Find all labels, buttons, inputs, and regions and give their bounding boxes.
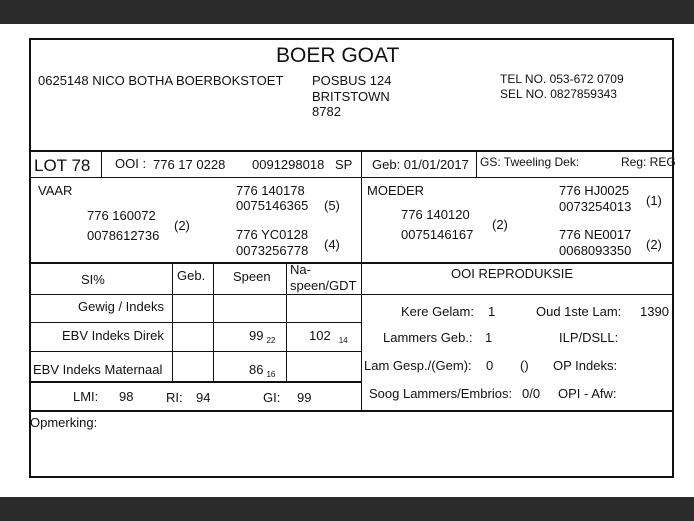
vaar-sire-mark: (5) [324,198,340,213]
gewig-indeks-label: Gewig / Indeks [78,299,164,314]
lam-gesp-gem: () [520,358,529,373]
moeder-dam-mark: (2) [646,237,662,252]
lmi-label: LMI: [73,389,99,404]
lam-gesp-value: 0 [486,358,494,373]
gi-value: 99 [297,390,312,405]
ebv-maternaal-speen: 86 $_{16}$ [249,362,276,379]
vline-speen-col [213,263,214,381]
lammers-geb-value: 1 [485,330,493,345]
bottom-band [0,497,694,521]
naspeen-header-2: speen/GDT [290,278,357,293]
vaar-id: 776 160072 [87,208,156,223]
lammers-geb-label: Lammers Geb.: [383,330,473,345]
moeder-dam-id: 776 NE0017 [559,227,632,242]
vline-center [361,178,362,410]
divider-row3 [31,381,362,383]
remarks-label: Opmerking: [30,415,98,430]
registration: Reg: REG [621,155,676,169]
vline-geb-col [172,263,173,381]
moeder-label: MOEDER [367,183,425,198]
moeder-id: 776 140120 [401,207,470,222]
si-header: SI% [81,272,105,287]
ebv-direk-speen: 99 $_{22}$ [249,328,276,345]
divider-perf-header [31,294,672,295]
moeder-mark: (2) [492,217,508,232]
ri-label: RI: [166,390,183,405]
divider-row1 [31,322,362,323]
lot-card [29,38,674,478]
vaar-mark: (2) [174,218,190,233]
lmi-value: 98 [119,389,134,404]
lot-number: LOT 78 [34,156,91,175]
divider-pedigree [31,262,672,264]
kere-gelam-label: Kere Gelam: [401,304,474,319]
divider-lot [31,177,672,178]
divider-row2 [31,351,362,352]
ebv-direk-naspeen: 102 $_{14}$ [309,328,348,345]
speen-header: Speen [233,269,271,284]
geb-header: Geb. [177,268,206,283]
vline-gs [476,151,477,177]
ri-value: 94 [196,390,211,405]
ooi-number: 0091298018 [252,157,325,172]
address-line-1: POSBUS 124 [312,73,392,88]
moeder-number: 0075146167 [401,227,474,242]
top-band [0,0,694,24]
ilp-dsll-label: ILP/DSLL: [559,330,619,345]
ooi-label: OOI : [115,156,147,171]
moeder-dam-number: 0068093350 [559,243,632,258]
divider-remarks [31,410,672,412]
tel-number: TEL NO. 053-672 0709 [500,72,624,86]
moeder-sire-mark: (1) [646,193,662,208]
birth-date: Geb: 01/01/2017 [372,157,469,172]
ebv-maternaal-label: EBV Indeks Maternaal [33,362,163,377]
vaar-sire-id: 776 140178 [236,183,305,198]
vaar-dam-number: 0073256778 [236,243,309,258]
opi-afw-label: OPI - Afw: [558,386,617,401]
vaar-number: 0078612736 [87,228,160,243]
address-line-3: 8782 [312,104,341,119]
ebv-direk-label: EBV Indeks Direk [62,328,164,343]
naspeen-header-1: Na- [290,262,311,277]
gs-tweeling: GS: Tweeling Dek: [480,155,580,169]
document-title: BOER GOAT [276,44,400,67]
vaar-label: VAAR [38,183,73,198]
lam-gesp-label: Lam Gesp./(Gem): [364,358,472,373]
vline-naspeen-col [286,263,287,381]
kere-gelam-value: 1 [488,304,496,319]
vaar-dam-mark: (4) [324,237,340,252]
vline-lot [101,151,102,177]
vaar-dam-id: 776 YC0128 [236,227,309,242]
repro-title: OOI REPRODUKSIE [451,266,574,281]
ooi-id: 776 17 0228 [153,157,226,172]
sel-number: SEL NO. 0827859343 [500,87,617,101]
moeder-sire-number: 0073254013 [559,199,632,214]
address-line-2: BRITSTOWN [312,89,390,104]
divider-header [31,150,672,152]
gi-label: GI: [263,390,281,405]
oud-lam-label: Oud 1ste Lam: [536,304,622,319]
breeder-name: 0625148 NICO BOTHA BOERBOKSTOET [38,73,284,88]
vaar-sire-number: 0075146365 [236,198,309,213]
ooi-sp: SP [335,157,353,172]
vline-geb [361,151,362,177]
soog-lammers-label: Soog Lammers/Embrios: [369,386,513,401]
oud-lam-value: 1390 [640,304,669,319]
op-indeks-label: OP Indeks: [553,358,618,373]
soog-lammers-value: 0/0 [522,386,541,401]
moeder-sire-id: 776 HJ0025 [559,183,630,198]
